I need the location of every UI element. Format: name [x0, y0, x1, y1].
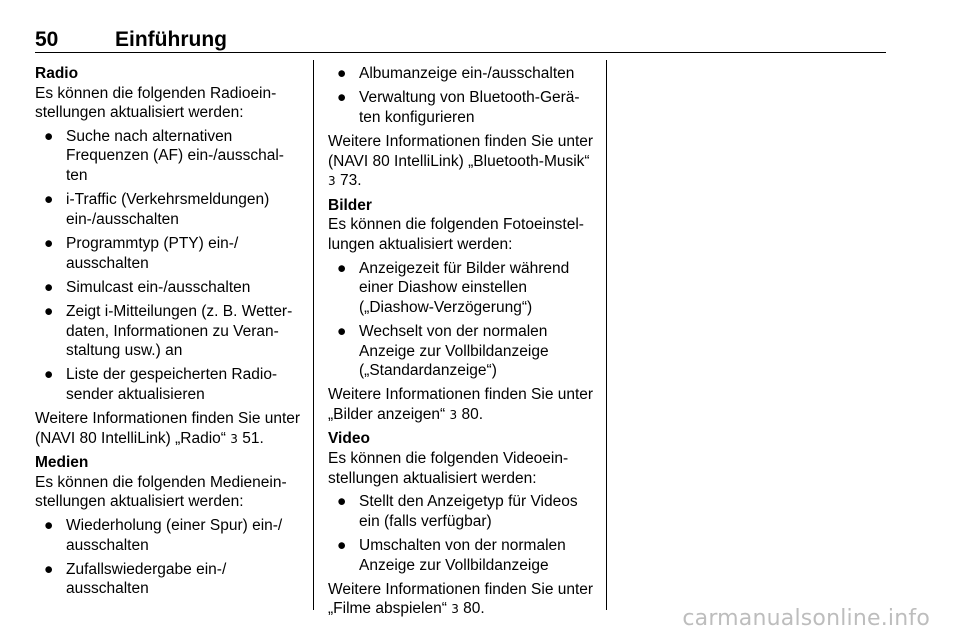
section-intro: Es können die folgenden Fotoeinstel-lungen aktualisiert werden:	[328, 216, 584, 253]
page-title: Einführung	[115, 28, 227, 51]
page-number: 50	[35, 28, 59, 51]
bullet-icon: ●	[44, 560, 54, 578]
page-reference[interactable]: 80.	[463, 600, 485, 618]
bullet-icon: ●	[337, 65, 347, 82]
list-item: ● Wechselt von der normalen Anzeige zur Vollbildanzeige („Standardanzeige“)	[337, 322, 549, 380]
radio-settings-list	[35, 127, 303, 405]
bullet-icon: ●	[44, 517, 54, 535]
bullet-icon: ●	[44, 127, 54, 145]
page-reference[interactable]: 80.	[461, 405, 484, 423]
page-ref-arrow-icon: 3	[328, 174, 336, 189]
list-item: ● Zeigt i-Mitteilungen (z. B. Wetter-daten, Informationen zu Veran-staltung usw.) an	[44, 302, 293, 360]
more-info-text: Weitere Informationen finden Sie unter (NAVI 80 IntelliLink) „Bluetooth-Musik“ 3 73.	[328, 132, 594, 190]
section-heading: Radio	[35, 65, 79, 82]
bullet-icon: ●	[337, 89, 347, 107]
watermark: carmanualsonline.info	[682, 606, 930, 631]
bullet-icon: ●	[44, 234, 54, 252]
page-ref-arrow-icon: 3	[230, 431, 238, 446]
bullet-icon: ●	[337, 259, 347, 277]
media-settings-list	[35, 516, 303, 599]
list-item: ● Anzeigezeit für Bilder während einer Diashow einstellen („Diashow-Verzögerung“)	[337, 259, 570, 316]
bullet-icon: ●	[337, 322, 347, 340]
bullet-icon: ●	[337, 493, 347, 511]
bullet-icon: ●	[337, 537, 347, 555]
page-ref-arrow-icon: 3	[449, 407, 458, 422]
picture-settings-list	[328, 259, 594, 381]
section-heading: Medien	[35, 454, 89, 472]
list-item: ● Simulcast ein-/ausschalten	[44, 278, 251, 296]
video-settings-list	[328, 492, 594, 575]
list-item: ● Zufallswiedergabe ein-/ ausschalten	[44, 560, 227, 598]
page-reference[interactable]: 51.	[242, 429, 264, 447]
list-item: ● Verwaltung von Bluetooth-Gerä-ten konfigurieren	[337, 89, 580, 126]
more-info-text: Weitere Informationen finden Sie unter (NAVI 80 IntelliLink) „Radio“ 3 51.	[35, 410, 301, 447]
section-intro: Es können die folgenden Radioein-stellungen aktualisiert werden:	[35, 84, 277, 122]
section-media-continued	[328, 64, 594, 192]
column-middle	[328, 64, 594, 624]
page-ref-arrow-icon: 3	[451, 602, 459, 617]
section-intro: Es können die folgenden Videoein-stellungen aktualisiert werden:	[328, 450, 569, 487]
section-intro: Es können die folgenden Medienein-stellungen aktualisiert werden:	[35, 473, 287, 511]
column-divider	[606, 60, 607, 610]
section-video	[328, 429, 594, 620]
section-radio	[35, 64, 303, 449]
list-item: ● Umschalten von der normalen Anzeige zur Vollbildanzeige	[337, 537, 566, 574]
list-item: ● Albumanzeige ein-/ausschalten	[337, 65, 575, 82]
list-item: ● Programmtyp (PTY) ein-/ ausschalten	[44, 234, 239, 272]
list-item: ● Wiederholung (einer Spur) ein-/ ausschalten	[44, 517, 283, 554]
page-header	[35, 28, 886, 53]
page-reference[interactable]: 73.	[339, 172, 362, 190]
bullet-icon: ●	[44, 191, 54, 209]
column-divider	[313, 60, 314, 610]
list-item: ● i-Traffic (Verkehrsmeldungen) ein-/ausschalten	[44, 191, 270, 228]
more-info-text: Weitere Informationen finden Sie unter „Bilder anzeigen“ 3 80.	[328, 386, 594, 423]
list-item: ● Stellt den Anzeigetyp für Videos ein (falls verfügbar)	[337, 493, 578, 530]
section-pictures	[328, 196, 594, 426]
section-heading: Bilder	[328, 196, 372, 214]
list-item: ● Suche nach alternativen Frequenzen (AF) ein-/ausschal-ten	[44, 127, 284, 184]
section-media	[35, 453, 303, 599]
column-left	[35, 64, 303, 604]
bullet-icon: ●	[44, 302, 54, 320]
bullet-icon: ●	[44, 278, 54, 296]
list-item: ● Liste der gespeicherten Radio-sender aktualisieren	[44, 366, 278, 403]
media-settings-list	[328, 64, 594, 127]
section-heading: Video	[328, 430, 370, 448]
more-info-text: Weitere Informationen finden Sie unter „Filme abspielen“ 3 80.	[328, 580, 594, 618]
bullet-icon: ●	[44, 366, 54, 384]
